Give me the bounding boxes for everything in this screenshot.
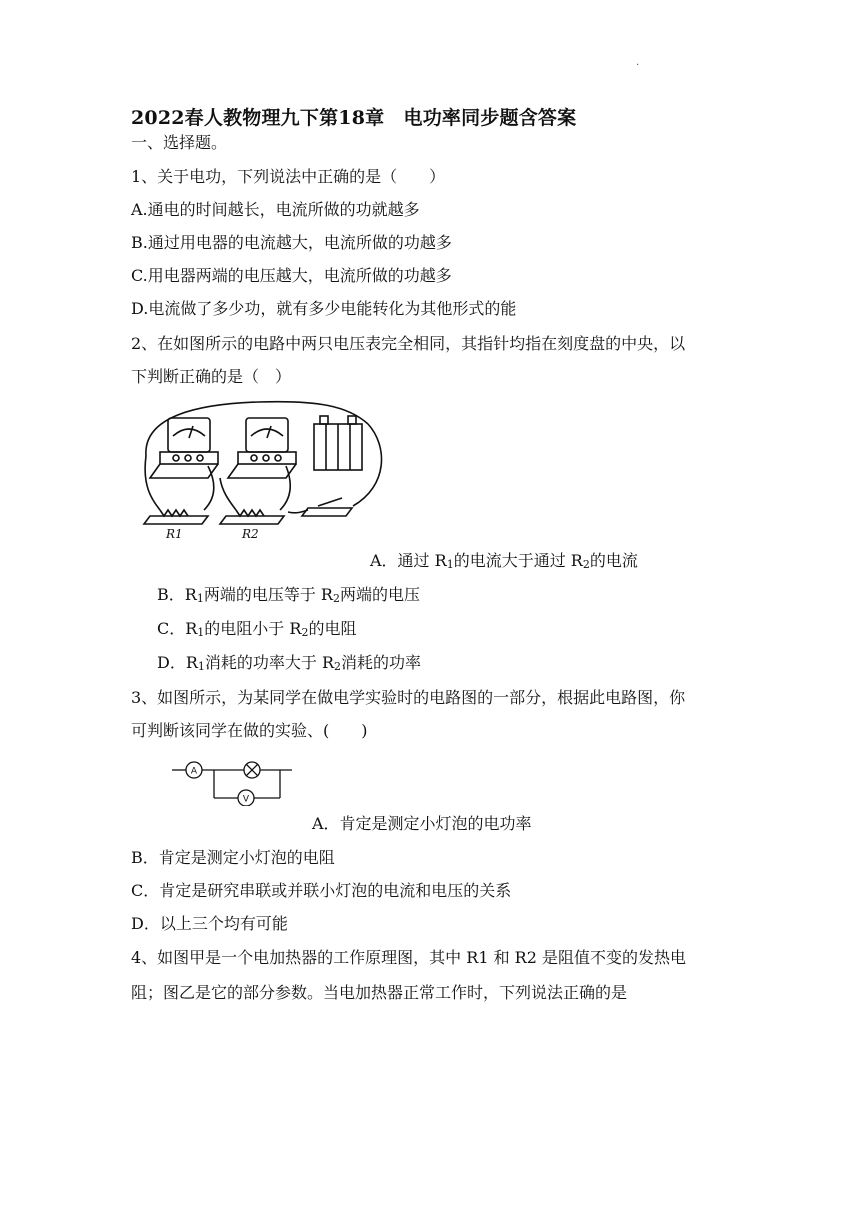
- switch-icon: [302, 498, 352, 516]
- q2-stem-line1: 2、在如图所示的电路中两只电压表完全相同，其指针均指在刻度盘的中央，以: [131, 334, 686, 353]
- q3-option-a: A．肯定是测定小灯泡的电功率: [312, 814, 532, 833]
- corner-mark: ·: [636, 60, 640, 71]
- q3-option-c: C．肯定是研究串联或并联小灯泡的电流和电压的关系: [131, 881, 512, 900]
- voltmeter-2-icon: [228, 418, 296, 478]
- q1-option-a: A.通电的时间越长，电流所做的功就越多: [131, 200, 420, 219]
- q1-option-b: B.通过用电器的电流越大，电流所做的功越多: [131, 233, 452, 252]
- q2-option-b: B．$R_1$两端的电压等于 $R_2$两端的电压: [157, 585, 420, 605]
- q3-option-d: D．以上三个均有可能: [131, 914, 288, 933]
- q4-stem-line1: 4、如图甲是一个电加热器的工作原理图，其中 R1 和 R2 是阻值不变的发热电: [131, 948, 686, 967]
- ammeter-icon: A: [190, 766, 198, 777]
- voltmeter-icon: V: [242, 794, 250, 805]
- resistor-1-icon: [144, 510, 208, 524]
- q2-option-c: C．$R_1$的电阻小于 $R_2$的电阻: [157, 619, 357, 639]
- q2-option-d: D．$R_1$消耗的功率大于 $R_2$消耗的功率: [157, 653, 422, 673]
- q1-stem: 1、关于电功，下列说法中正确的是（ ）: [131, 167, 446, 186]
- document-title: 2022春人教物理九下第18章 电功率同步题含答案: [131, 107, 577, 129]
- q3-circuit-figure: [172, 758, 296, 806]
- fig-label-r2: R2: [242, 527, 259, 541]
- lamp-icon: [244, 762, 260, 778]
- q3-stem-line2: 可判断该同学在做的实验、( ): [131, 721, 368, 740]
- q3-option-b: B．肯定是测定小灯泡的电阻: [131, 848, 335, 867]
- q2-circuit-figure: [138, 396, 390, 542]
- q3-stem-line1: 3、如图所示，为某同学在做电学实验时的电路图的一部分，根据此电路图，你: [131, 688, 686, 707]
- q2-option-a: A．通过 $R_1$的电流大于通过 $R_2$的电流: [370, 551, 638, 571]
- q4-stem-line2: 阻；图乙是它的部分参数。当电加热器正常工作时，下列说法正确的是: [131, 983, 628, 1002]
- resistor-2-icon: [220, 510, 284, 524]
- battery-icon: [314, 416, 362, 470]
- fig-label-r1: R1: [166, 527, 183, 541]
- q2-stem-line2: 下判断正确的是（ ）: [131, 367, 292, 386]
- q1-option-d: D.电流做了多少功，就有多少电能转化为其他形式的能: [131, 299, 517, 318]
- q1-option-c: C.用电器两端的电压越大，电流所做的功越多: [131, 266, 452, 285]
- section-heading: 一、选择题。: [131, 133, 228, 152]
- voltmeter-1-icon: [150, 418, 218, 478]
